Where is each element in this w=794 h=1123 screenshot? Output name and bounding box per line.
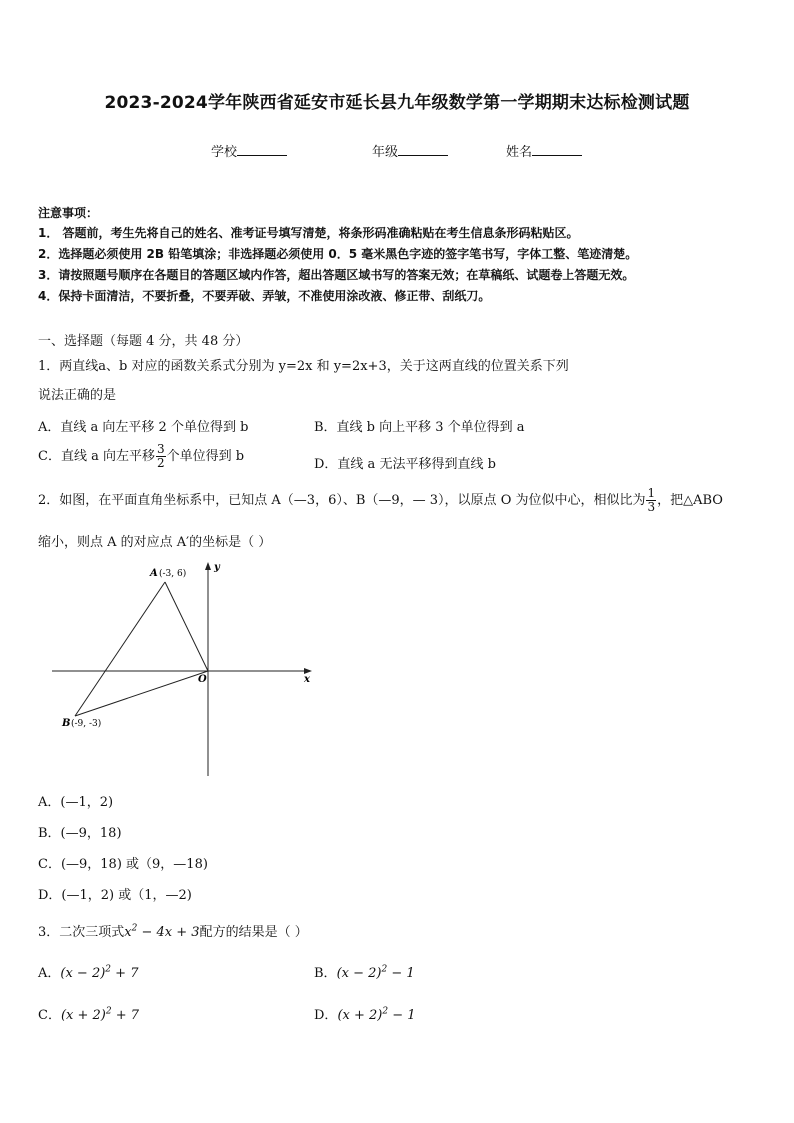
segment-BO [75,671,208,716]
q3-option-b-expr: $(x - 2)^2 - 1$ [336,964,415,981]
q2-stem-pre: 2．如图，在平面直角坐标系中，已知点 A（—3，6）、B（—9，— 3），以原点 O 为位似中心，相似比为 [38,493,646,508]
note-item: 3．请按照题号顺序在各题目的答题区域内作答，超出答题区域书写的答案无效；在草稿纸、试题卷上答题无效。 [38,268,635,282]
fraction-three-halves [156,443,166,470]
grade-field[interactable] [372,141,448,160]
segment-AO [165,582,208,671]
q1-option-c-pre: C．直线 a 向左平移 [38,449,155,464]
note-item: 4．保持卡面清洁，不要折叠，不要弄破、弄皱，不准使用涂改液、修正带、刮纸刀。 [38,289,491,303]
grade-blank[interactable] [398,143,448,156]
q3-option-c-label: C． [38,1008,61,1023]
fraction-numerator: 3 [156,442,165,456]
q1-option-a[interactable]: A．直线 a 向左平移 2 个单位得到 b [38,420,249,435]
q1-option-b[interactable]: B．直线 b 向上平移 3 个单位得到 a [314,420,525,435]
q3-stem-post: 配方的结果是（ ） [199,925,308,940]
q2-option-b[interactable]: B．(—9，18) [38,826,122,841]
coordinate-figure [40,556,330,786]
q2-option-d[interactable]: D．(—1，2) 或（1，—2) [38,888,192,903]
q1-option-c-post: 个单位得到 b [166,449,245,464]
y-axis-label: y [214,562,220,573]
q3-expression: $x^2 - 4x + 3$ [124,923,200,940]
q1-stem-line1: 1．两直线a、b 对应的函数关系式分别为 y=2x 和 y=2x+3，关于这两直线的位置关系下列 [38,359,569,374]
school-field[interactable] [211,141,287,160]
q2-option-c[interactable]: C．(—9，18) 或（9，—18) [38,857,208,872]
page-title: 2023-2024学年陕西省延安市延长县九年级数学第一学期期末达标检测试题 [104,93,690,113]
q3-option-d-label: D． [314,1008,338,1023]
q3-option-c-expr: $(x + 2)^2 + 7$ [60,1006,140,1023]
fraction-denominator: 2 [156,456,165,470]
point-a-coord: (-3, 6) [159,569,187,579]
note-item: 1． 答题前，考生先将自己的姓名、准考证号填写清楚，将条形码准确粘贴在考生信息条形码粘贴区。 [38,226,579,240]
grade-label: 年级 [372,145,399,160]
q3-option-a-label: A． [38,966,61,981]
fraction-one-third [646,487,656,514]
y-axis-arrow [205,562,211,570]
notes-heading: 注意事项： [38,206,99,220]
name-blank[interactable] [532,143,582,156]
q3-stem-pre: 3．二次三项式 [38,925,125,940]
point-b-label: B [62,718,71,729]
q2-option-a[interactable]: A．(—1，2) [38,795,114,810]
fraction-denominator: 3 [647,500,656,514]
origin-label: O [198,674,207,685]
point-a-label: A [150,568,158,579]
segment-AB [75,582,165,716]
q3-option-b-label: B． [314,966,337,981]
q1-option-c[interactable] [38,443,244,470]
q3-option-b[interactable] [314,962,415,981]
q1-stem-line2: 说法正确的是 [38,388,117,403]
q2-stem-line1 [38,487,723,514]
school-blank[interactable] [237,143,287,156]
q3-option-a[interactable] [38,962,138,981]
fraction-numerator: 1 [647,486,656,500]
name-label: 姓名 [506,145,533,160]
x-axis-label: x [304,674,310,685]
q2-stem-post: ，把△ABO [657,493,723,508]
q3-stem [38,921,308,940]
section-heading: 一、选择题（每题 4 分，共 48 分） [38,334,249,349]
note-item: 2．选择题必须使用 2B 铅笔填涂；非选择题必须使用 0．5 毫米黑色字迹的签字笔书写，字体工整、笔迹清楚。 [38,247,638,261]
point-b-coord: (-9, -3) [71,719,102,729]
q2-stem-line2: 缩小，则点 A 的对应点 A′的坐标是（ ） [38,535,272,550]
q3-option-d-expr: $(x + 2)^2 - 1$ [337,1006,416,1023]
school-label: 学校 [211,145,238,160]
name-field[interactable] [506,141,582,160]
q3-option-a-expr: $(x - 2)^2 + 7$ [60,964,139,981]
q3-option-c[interactable] [38,1004,139,1023]
q3-option-d[interactable] [314,1004,416,1023]
q1-option-d[interactable]: D．直线 a 无法平移得到直线 b [314,457,496,472]
